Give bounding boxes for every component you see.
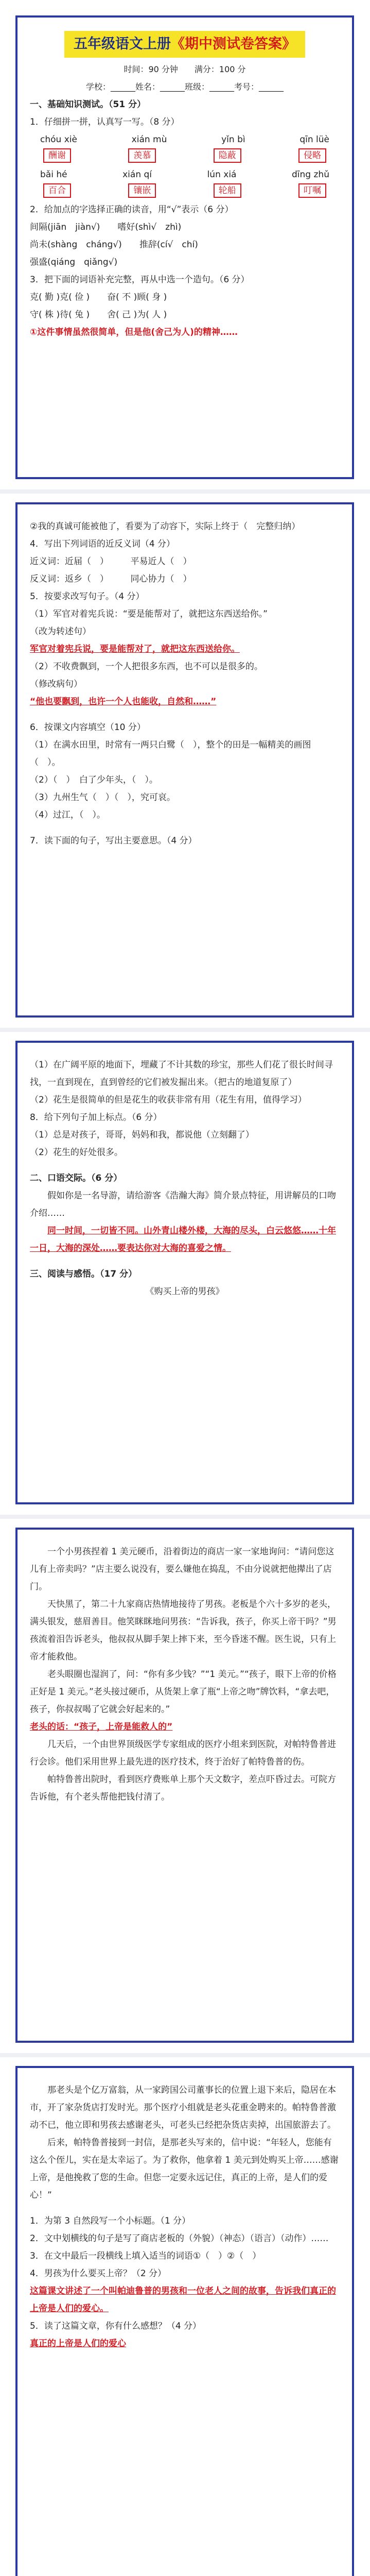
question-5-note: （改为转述句） bbox=[30, 626, 91, 637]
pinyin-item: bǎi hé bbox=[40, 170, 67, 180]
exam-sheet-5 bbox=[15, 2066, 354, 2576]
answer-box: 酬谢 bbox=[43, 148, 71, 163]
part-2-heading: 二、口语交际。（6 分） bbox=[30, 1173, 122, 1183]
pinyin-item: qīn lüè bbox=[299, 134, 329, 145]
exam-sheet-2 bbox=[15, 502, 354, 1018]
reading-paragraph: 几天后，一个由世界顶级医学专家组成的医疗小组来到医院，对帕特鲁普进行会诊。他们采用世界上最先进的医疗技术，终于治好了帕特鲁普的伤。 bbox=[30, 1739, 336, 1767]
reading-title: 《购买上帝的男孩》 bbox=[145, 1286, 224, 1297]
pinyin-item: lún xiá bbox=[207, 170, 237, 180]
exam-sheet-1 bbox=[15, 15, 354, 479]
answer-box: 百合 bbox=[43, 183, 71, 198]
synonym-line: 近义词：近届（ ） 平易近人（ ） bbox=[30, 556, 192, 567]
part-1-heading: 一、基础知识测试。（51 分） bbox=[30, 99, 146, 110]
page-divider bbox=[0, 2053, 370, 2057]
question-6-item: （1）在满水田里，时常有一两只白鹭（ ），整个的田是一幅精美的画图（ ）。 bbox=[30, 740, 311, 768]
page-divider bbox=[0, 489, 370, 494]
page-title bbox=[64, 31, 305, 58]
sentence-line: ②我的真诚可能被他了，看要为了动容下，实际上终于（ 完整归纳） bbox=[30, 521, 301, 532]
reading-paragraph: 老头眼圈也湿润了，问：“你有多少钱？”“1 美元。”“孩子，眼下上帝的价格正好是 1 美元。”老头接过硬币，从货架上拿了瓶“上帝之吻”牌饮料，“拿去吧，孩子，你叔叔喝了它就会好起来的。” bbox=[30, 1669, 337, 1715]
question-2-line: 尚未(shàng cháng√) 推辞(cí√ chí) bbox=[30, 240, 198, 250]
meta-line-1: 时间：90 分钟 满分：100 分 bbox=[124, 64, 246, 74]
answer-box: 侵略 bbox=[298, 148, 326, 163]
answer-box: 镶嵌 bbox=[128, 183, 156, 198]
question-5: 5．按要求改写句子。（4 分） bbox=[30, 591, 145, 602]
question-5-item: （1）军官对着宪兵说：“要是能帮对了，就把这东西送给你。” bbox=[30, 609, 268, 619]
reading-answer: 这篇课文讲述了一个叫帕迪鲁普的男孩和一位老人之间的故事，告诉我们真正的上帝是人们的爱心。 bbox=[30, 2286, 336, 2314]
reading-question: 4．男孩为什么要买上帝？（2 分） bbox=[30, 2268, 167, 2279]
question-5-item: （2）不收费飘到，一个人把很多东西，也不可以是很多的。 bbox=[30, 662, 263, 672]
page-divider bbox=[0, 1028, 370, 1032]
reading-question: 1．为第 3 自然段写一个小标题。（1 分） bbox=[30, 2216, 191, 2226]
pinyin-row-1 bbox=[30, 131, 340, 148]
question-6: 6．按课文内容填空（10 分） bbox=[30, 722, 146, 733]
answer-row-1 bbox=[30, 148, 340, 163]
question-3-line: 守( 株 )待( 兔 ) 舍( 己 )为( 人 ) bbox=[30, 310, 167, 320]
pinyin-item: yǐn bì bbox=[221, 134, 245, 145]
question-5-answer: “他也要飘到，也许一个人也能收，自然和……” bbox=[30, 697, 217, 707]
question-5-answer: 军官对着宪兵说，要是能帮对了，就把这东西送给你。 bbox=[30, 644, 240, 654]
pinyin-row-2 bbox=[30, 166, 340, 183]
reading-question: 2．文中划横线的句子是写了商店老板的（外貌）（神态）（语言）（动作）…… bbox=[30, 2233, 329, 2244]
reading-answer: 真正的上帝是人们的爱心 bbox=[30, 2338, 126, 2349]
question-6-item: （3）九州生气（ ）（ ），究可哀。 bbox=[30, 792, 175, 803]
pinyin-item: dīng zhǔ bbox=[292, 170, 329, 180]
reading-paragraph: 帕特鲁普出院时，看到医疗费账单上那个天文数字，差点吓昏过去。可院方告诉他，有个老头帮他把钱付清了。 bbox=[30, 1774, 336, 1802]
question-2-line: 间隔(jiān jiàn√) 嗜好(shì√ zhì) bbox=[30, 222, 182, 232]
exam-sheet-4 bbox=[15, 1528, 354, 2043]
question-7: 7．读下面的句子，写出主要意思。（4 分） bbox=[30, 836, 197, 846]
question-3: 3．把下面的词语补充完整，再从中选一个造句。（6 分） bbox=[30, 275, 250, 285]
question-2: 2．给加点的字选择正确的读音，用“√”表示（6 分） bbox=[30, 205, 234, 215]
question-4: 4．写出下列词语的近反义词（4 分） bbox=[30, 539, 175, 549]
question-2-line: 强盛(qiáng qiǎng√) bbox=[30, 257, 118, 267]
oral-prompt: 假如你是一名导游，请给游客《浩瀚大海》简介景点特征，用讲解员的口吻介绍…… bbox=[30, 1191, 336, 1218]
meta-line-2: 学校：______姓名：______班级：______考号：______ bbox=[85, 82, 284, 92]
answer-box: 羡慕 bbox=[128, 148, 156, 163]
question-5-note: （修改病句） bbox=[30, 679, 82, 689]
pinyin-item: chóu xiè bbox=[40, 134, 77, 145]
title-red: 《期中测试卷答案》 bbox=[171, 36, 296, 52]
reading-paragraph: 后来，帕特鲁普接到一封信，是那老头写来的，信中说：“年轻人，您能有这么个侄儿，实在是太幸运了。为了救你，他拿着 1 美元到处购买上帝……感谢上帝，是他挽救了您的生命。但您一定要永远记住，真正的上帝，是人们的爱心！” bbox=[30, 2138, 339, 2200]
reading-question: 3．在文中最后一段横线上填入适当的词语①（ ）②（ ） bbox=[30, 2251, 261, 2261]
part-3-heading: 三、阅读与感悟。（17 分） bbox=[30, 1269, 137, 1279]
answer-row-2 bbox=[30, 183, 340, 198]
reading-paragraph: 那老头是个亿万富翁，从一家跨国公司董事长的位置上退下来后，隐居在本市，开了家杂货店打发时光。那个医疗小组就是老头花重金聘来的。帕特鲁普激动不已，他立即和男孩去感谢老头，可老头已经把杂货店卖掉，出国旅游去了。 bbox=[30, 2085, 336, 2130]
question-6-item: （2）（ ） 白了少年头，（ ）。 bbox=[30, 775, 158, 785]
title-row bbox=[30, 31, 340, 58]
answer-box: 叮嘱 bbox=[298, 183, 326, 198]
title-black: 五年级语文上册 bbox=[74, 36, 171, 52]
question-3-line: 克( 勤 )克( 俭 ) 奋( 不 )顾( 身 ) bbox=[30, 292, 167, 302]
answer-box: 轮船 bbox=[214, 183, 241, 198]
reading-paragraph: 天快黑了，第二十九家商店热情地接待了男孩。老板是个六十多岁的老头，满头银发，慈眉善目。他笑眯眯地问男孩：“告诉我，孩子，你买上帝干吗？”男孩流着泪告诉老头，他叔叔从脚手架上摔下来，至今昏迷不醒。医生说，只有上帝才能救他。 bbox=[30, 1599, 337, 1662]
question-3-answer: ①这件事情虽然很简单，但是他(舍己为人)的精神…… bbox=[30, 327, 238, 337]
question-8: 8．给下列句子加上标点。（6 分） bbox=[30, 1112, 162, 1123]
answer-box: 隐蔽 bbox=[214, 148, 241, 163]
reading-highlight: 老头的话：“孩子，上帝是能救人的” bbox=[30, 1722, 173, 1732]
question-1: 1．仔细拼一拼，认真写一写。（8 分） bbox=[30, 117, 180, 127]
exam-sheet-3 bbox=[15, 1041, 354, 1504]
antonym-line: 反义词：返乡（ ） 同心协力（ ） bbox=[30, 574, 192, 584]
pinyin-item: xián mù bbox=[131, 134, 167, 145]
question-8-item: （2）花生的好处很多。 bbox=[30, 1147, 123, 1158]
question-8-item: （1）总是对孩子，哥哥，妈妈和我，都说他（立刻翻了） bbox=[30, 1130, 254, 1140]
oral-answer: 同一时间，一切皆不同。山外青山楼外楼，大海的尽头，白云悠悠……十年一日，大海的深处……要表达你对大海的喜爱之情。 bbox=[30, 1226, 336, 1253]
reading-question: 5．读了这篇文章，你有什么感想？（4 分） bbox=[30, 2321, 202, 2331]
reading-paragraph: 一个小男孩捏着 1 美元硬币，沿着街边的商店一家一家地询问：“请问您这儿有上帝卖吗？”店主要么说没有，要么嫌他在捣乱，不由分说就把他撵出了店门。 bbox=[30, 1547, 334, 1592]
pinyin-item: xián qí bbox=[122, 170, 152, 180]
page-divider bbox=[0, 1515, 370, 1519]
question-6-item: （4）过江，（ ）。 bbox=[30, 810, 105, 820]
q7-item: （1）在广阔平原的地面下，埋藏了不计其数的珍宝，那些人们花了很长时间寻找，一直到现在，直到曾经的它们被发掘出来。（把古的地道复原了） bbox=[30, 1060, 333, 1088]
q7-item: （2）花生是很简单的但是花生的收获非常有用（花生有用，值得学习） bbox=[30, 1095, 307, 1105]
